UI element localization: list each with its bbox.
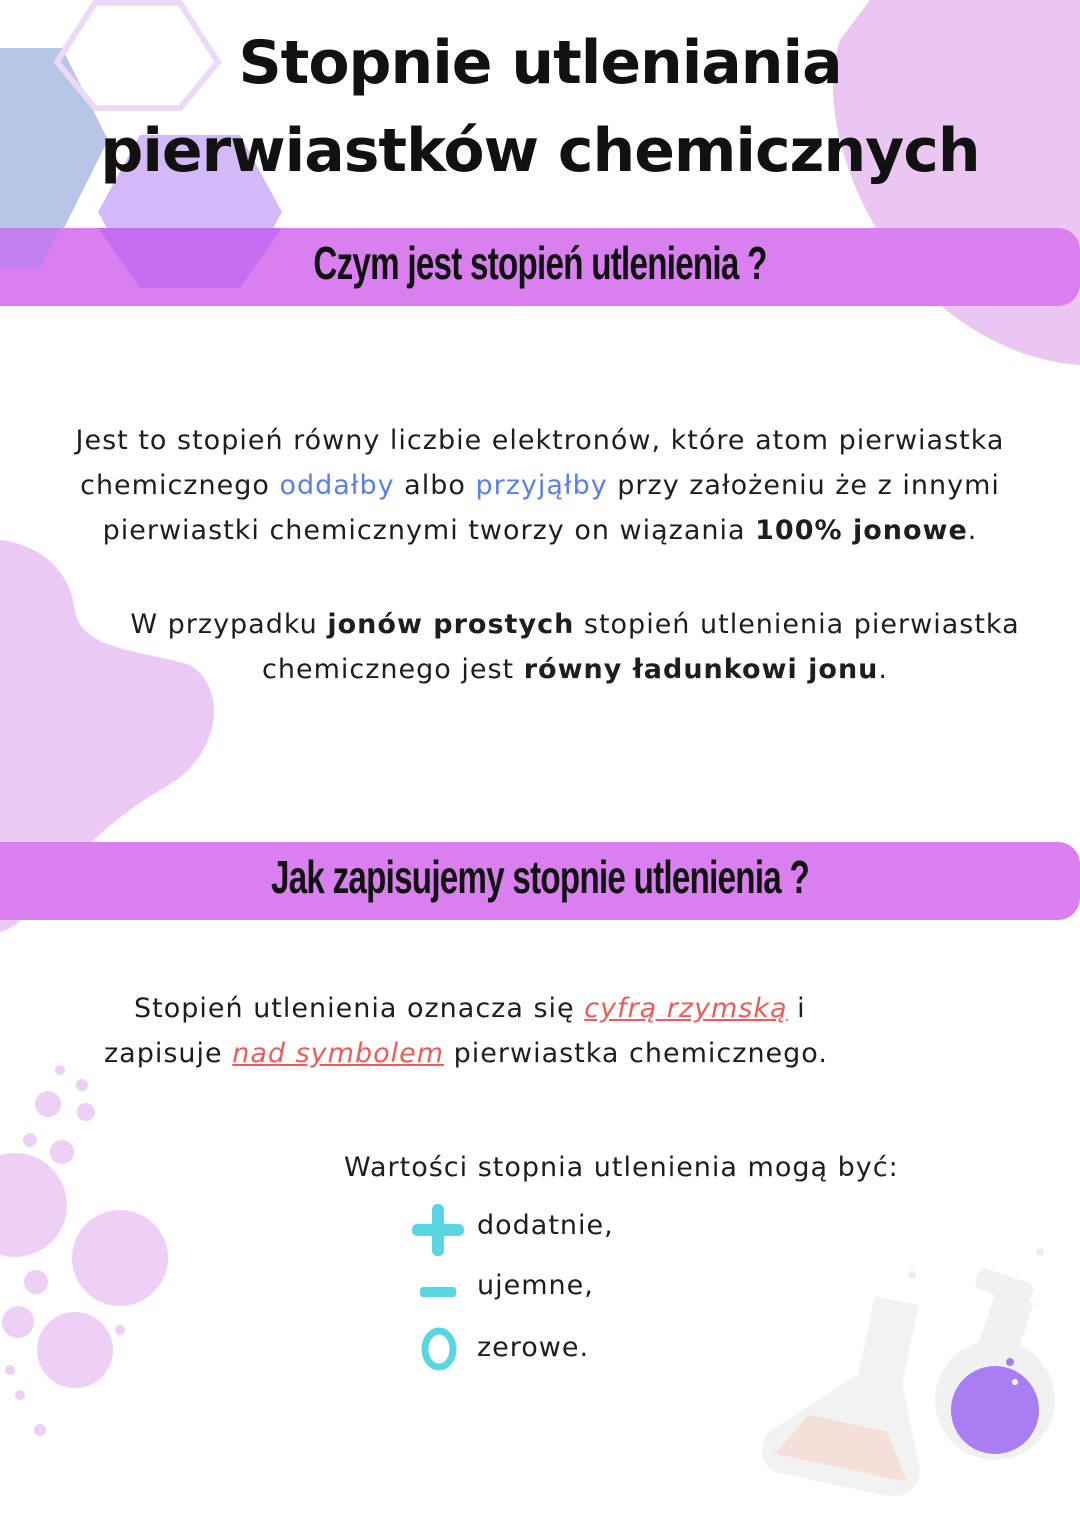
value-label-positive: dodatnie, — [477, 1210, 614, 1241]
text-fragment: . — [878, 654, 888, 685]
ion-line-2 — [110, 647, 1040, 692]
minus-icon — [418, 1284, 458, 1300]
text-fragment: albo — [394, 470, 476, 501]
definition-line-3 — [40, 508, 1040, 553]
definition-line-1: Jest to stopień równy liczbie elektronów, które atom pierwiastka — [75, 425, 1005, 456]
text-fragment: przy założeniu że z innymi — [607, 470, 1000, 501]
text-fragment: pierwiastka chemicznego. — [444, 1038, 828, 1069]
section2-heading: Jak zapisujemy stopnie utlenienia ? — [270, 851, 809, 903]
highlight-przyjalby: przyjąłby — [475, 470, 608, 501]
notation-line-1 — [80, 986, 860, 1031]
highlight-nad-symbolem: nad symbolem — [232, 1038, 445, 1069]
bold-rowny-ladunkowi: równy ładunkowi jonu — [523, 654, 879, 685]
text-fragment: stopień utlenienia pierwiastka — [574, 609, 1020, 640]
ion-paragraph — [110, 602, 1040, 692]
text-fragment: . — [967, 515, 978, 546]
text-fragment: chemicznego — [80, 470, 280, 501]
ion-line-1 — [110, 602, 1040, 647]
text-fragment: chemicznego jest — [262, 654, 524, 685]
bubbles-decoration — [0, 1065, 168, 1436]
values-intro: Wartości stopnia utlenienia mogą być: — [344, 1152, 899, 1183]
value-label-zero: zerowe. — [477, 1332, 590, 1363]
page-title-line2: pierwiastków chemicznych — [100, 116, 980, 186]
bold-100-jonowe: 100% jonowe — [755, 515, 968, 546]
flask-left — [758, 1280, 955, 1502]
plus-icon — [410, 1202, 466, 1258]
text-fragment: zapisuje — [104, 1038, 233, 1069]
zero-icon — [419, 1326, 459, 1372]
text-fragment: i — [787, 993, 806, 1024]
highlight-cyfra-rzymska: cyfrą rzymską — [584, 993, 788, 1024]
section1-heading: Czym jest stopień utlenienia ? — [313, 237, 767, 289]
flask-right — [908, 1248, 1055, 1460]
text-fragment: W przypadku — [130, 609, 328, 640]
notation-paragraph — [80, 986, 860, 1076]
highlight-oddalby: oddałby — [279, 470, 395, 501]
text-fragment: Stopień utlenienia oznacza się — [134, 993, 585, 1024]
bold-jonow-prostych: jonów prostych — [327, 609, 575, 640]
value-label-negative: ujemne, — [477, 1270, 594, 1301]
definition-line-2 — [40, 463, 1040, 508]
notation-line-2 — [80, 1031, 860, 1076]
page-title-line1: Stopnie utleniania — [238, 28, 842, 98]
text-fragment: pierwiastki chemicznymi tworzy on wiązania — [102, 515, 756, 546]
definition-paragraph — [40, 418, 1040, 553]
